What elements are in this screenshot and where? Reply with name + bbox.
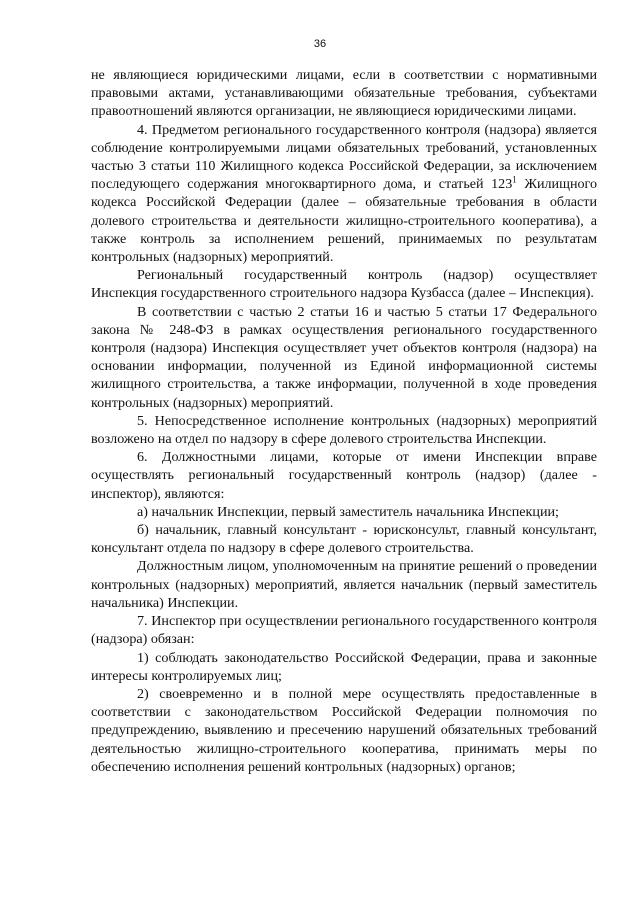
document-body [91,66,597,776]
paragraph-item-4 [91,121,597,267]
paragraph-authorized-person: Должностным лицом, уполномоченным на принятие решений о проведении контрольных (надзорных) мероприятий, является начальник (первый заместитель начальника) Инспекции. [91,558,597,611]
list-item-a: а) начальник Инспекции, первый заместитель начальника Инспекции; [137,503,559,520]
paragraph-accounting: В соответствии с частью 2 статьи 16 и частью 5 статьи 17 Федерального закона № 248-ФЗ в рамках осуществления регионального государственного контроля (надзора) Инспекция осуществляет учет объектов контроля (надзора) на основании информации, полученной из Единой информационной системы жилищного строительства, а также информации, полученной в ходе проведения контрольных (надзорных) мероприятий. [91,303,597,411]
page-number: 36 [313,38,327,50]
paragraph-text: 4. Предметом регионального государственного контроля (надзора) является соблюдение контролируемыми лицами обязательных требований, установленных частью 3 статьи 110 Жилищного кодекса Российской Федерации, за исключением последующего содержания многоквартирного дома, и статьей 123 [91,121,597,193]
paragraph-regional-control: Региональный государственный контроль (надзор) осуществляет Инспекция государственного строительного надзора Кузбасса (далее – Инспекция). [91,267,597,302]
paragraph-item-6: 6. Должностными лицами, которые от имени Инспекции вправе осуществлять региональный государственный контроль (надзор) (далее - инспектор), являются: [91,449,597,502]
paragraph-text: Жилищного кодекса Российской Федерации (далее – обязательные требования в области долевого строительства и деятельности жилищно-строительного кооператива), а также контроль за исполнением решений, принимаемых по результатам контрольных (надзорных) мероприятий. [91,176,598,266]
list-item-1: 1) соблюдать законодательство Российской Федерации, права и законные интересы контролируемых лиц; [91,649,597,684]
superscript: 1 [512,174,517,185]
list-item-2: 2) своевременно и в полной мере осуществлять предоставленные в соответствии с законодательством Российской Федерации полномочия по предупреждению, выявлению и пресечению нарушений обязательных требований деятельностью жилищно-строительного кооператива, принимать меры по обеспечению исполнения решений контрольных (надзорных) органов; [91,685,597,775]
list-item-b: б) начальник, главный консультант - юрисконсульт, главный консультант, консультант отдела по надзору в сфере долевого строительства. [91,522,597,557]
paragraph-item-7: 7. Инспектор при осуществлении регионального государственного контроля (надзора) обязан: [91,613,597,648]
paragraph-item-5: 5. Непосредственное исполнение контрольных (надзорных) мероприятий возложено на отдел по надзору в сфере долевого строительства Инспекции. [91,412,597,448]
paragraph-continuation: не являющиеся юридическими лицами, если в соответствии с нормативными правовыми актами, устанавливающими обязательные требования, субъектами правоотношений являются организации, не являющиеся юридическими лицами. [91,67,597,120]
